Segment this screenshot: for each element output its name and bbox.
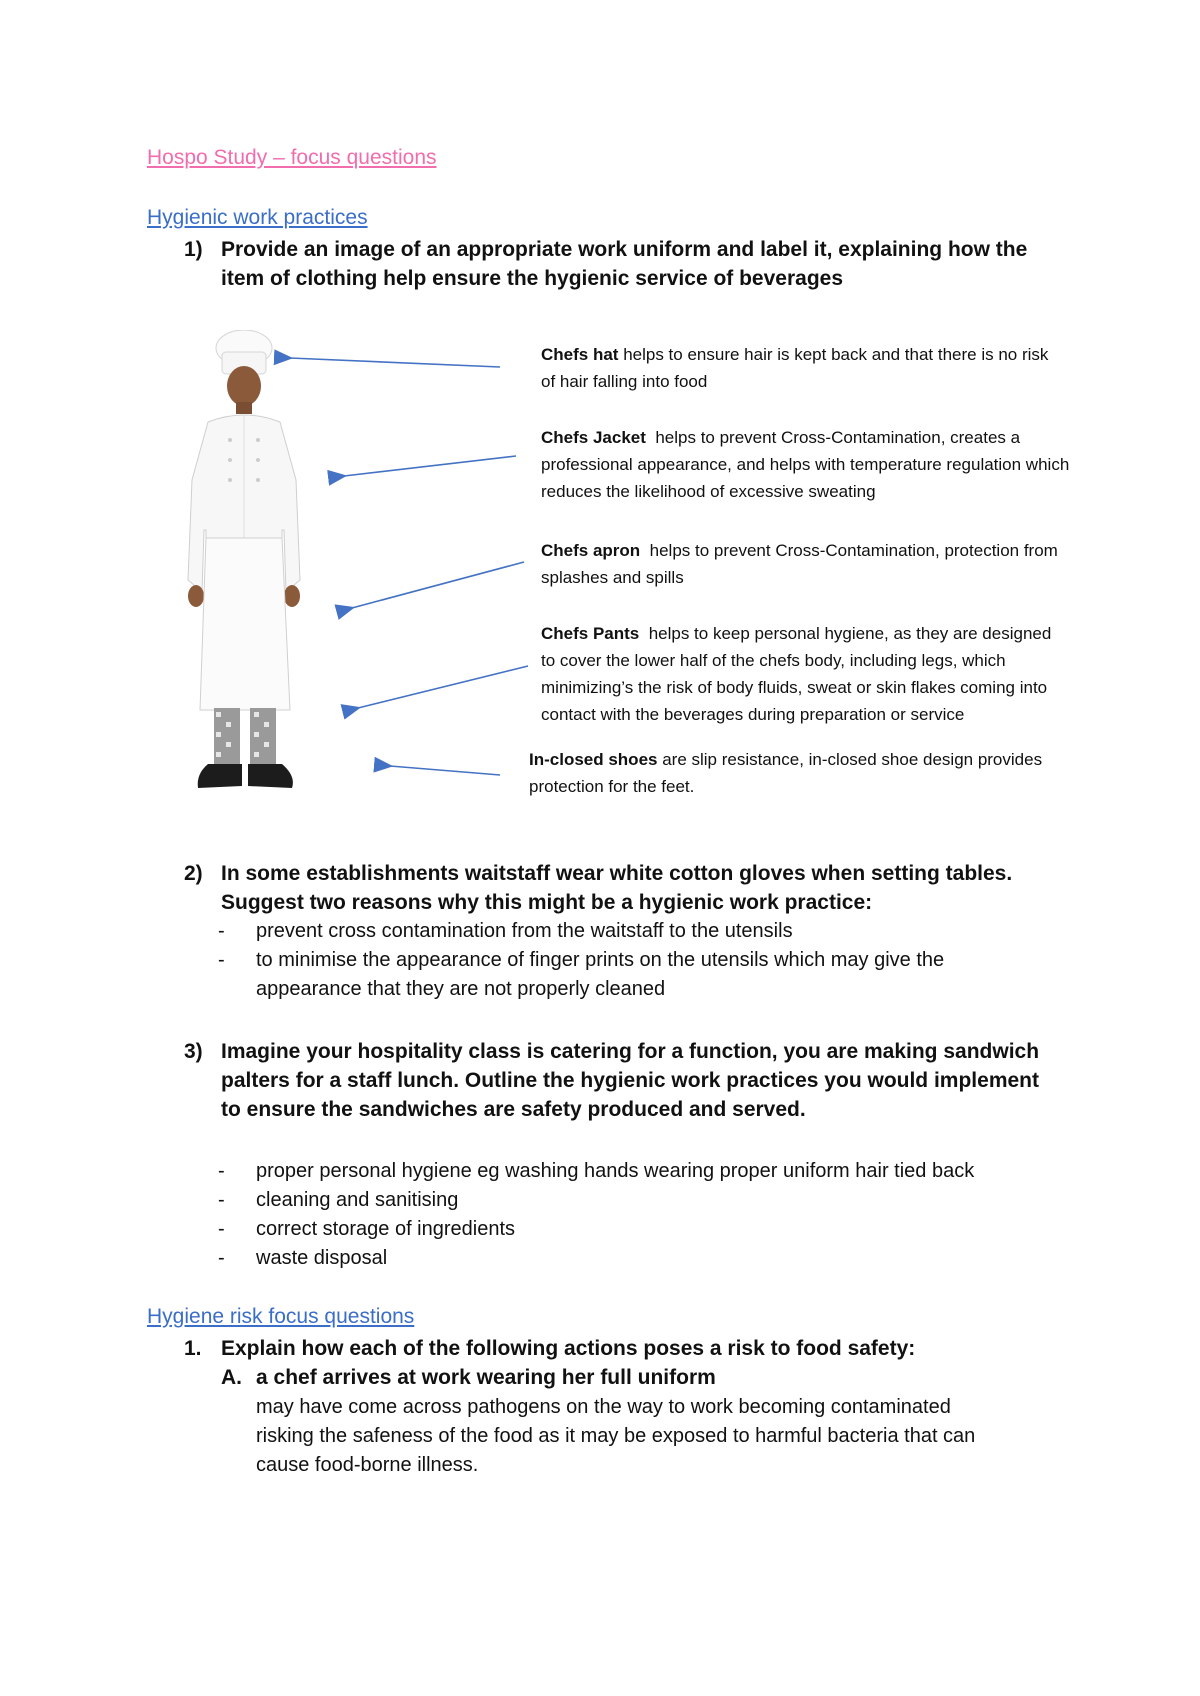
question-1-number: 1) (184, 238, 203, 261)
label-text: protection for the feet. (529, 777, 695, 796)
label-text: helps to prevent Cross-Contamination, creates a (645, 428, 1021, 447)
label-text: of hair falling into food (541, 372, 708, 391)
document-title: Hospo Study – focus questions (147, 146, 437, 169)
label-chefs-pants (541, 620, 1051, 728)
label-text: professional appearance, and helps with temperature regulation which (541, 455, 1070, 474)
label-text: splashes and spills (541, 568, 684, 587)
section-heading-hygiene-risk: Hygiene risk focus questions (147, 1305, 415, 1328)
question-3-number: 3) (184, 1040, 203, 1063)
question-2-line-2: Suggest two reasons why this might be a hygienic work practice: (221, 891, 873, 914)
label-chefs-jacket (541, 424, 1069, 505)
question-1-line-1: Provide an image of an appropriate work uniform and label it, explaining how the (221, 238, 1028, 261)
answer-item: prevent cross contamination from the waitstaff to the utensils (256, 920, 793, 942)
answer-item: proper personal hygiene eg washing hands wearing proper uniform hair tied back (256, 1160, 975, 1182)
label-term: Chefs apron (541, 541, 641, 560)
label-text: are slip resistance, in-closed shoe design provides (657, 750, 1043, 769)
answer-dash: - (218, 1247, 225, 1269)
question-3-line-2: palters for a staff lunch. Outline the hygienic work practices you would implement (221, 1069, 1039, 1092)
risk-subquestion-letter: A. (221, 1366, 242, 1389)
label-term: Chefs Jacket (541, 428, 646, 447)
label-text: helps to prevent Cross-Contamination, protection from (640, 541, 1058, 560)
answer-dash: - (218, 1160, 225, 1182)
question-2-number: 2) (184, 862, 203, 885)
risk-subquestion-text: a chef arrives at work wearing her full uniform (256, 1366, 716, 1389)
question-3-line-3: to ensure the sandwiches are safety produced and served. (221, 1098, 806, 1121)
risk-question-1-number: 1. (184, 1337, 202, 1360)
question-3-line-1: Imagine your hospitality class is catering for a function, you are making sandwich (221, 1040, 1040, 1063)
arrow-chefs-jacket (344, 456, 516, 476)
answer-dash: - (218, 920, 225, 942)
label-text: to cover the lower half of the chefs body, including legs, which (541, 651, 1006, 670)
label-text: reduces the likelihood of excessive sweating (541, 482, 876, 501)
label-text: contact with the beverages during preparation or service (541, 705, 965, 724)
risk-answer-line: risking the safeness of the food as it may be exposed to harmful bacteria that can (256, 1425, 976, 1447)
label-text: minimizing’s the risk of body fluids, sweat or skin flakes coming into (541, 678, 1048, 697)
risk-answer-line: cause food-borne illness. (256, 1454, 479, 1476)
question-2-line-1: In some establishments waitstaff wear white cotton gloves when setting tables. (221, 862, 1013, 885)
answer-dash: - (218, 1189, 225, 1211)
answer-item: correct storage of ingredients (256, 1218, 516, 1240)
label-term: Chefs hat (541, 345, 619, 364)
label-term: Chefs Pants (541, 624, 640, 643)
answer-item-continued: appearance that they are not properly cleaned (256, 978, 666, 1000)
answer-item: waste disposal (256, 1247, 388, 1269)
question-1-line-2: item of clothing help ensure the hygienic service of beverages (221, 267, 844, 290)
label-in-closed-shoes (529, 746, 1042, 800)
arrow-in-closed-shoes (390, 766, 500, 775)
risk-question-1-text: Explain how each of the following actions poses a risk to food safety: (221, 1337, 916, 1360)
risk-answer-line: may have come across pathogens on the way to work becoming contaminated (256, 1396, 951, 1418)
arrow-chefs-apron (352, 562, 524, 608)
label-text: helps to keep personal hygiene, as they are designed (639, 624, 1052, 643)
answer-dash: - (218, 949, 225, 971)
label-term: In-closed shoes (529, 750, 658, 769)
section-heading-hygienic-work-practices: Hygienic work practices (147, 206, 368, 229)
label-chefs-apron (541, 537, 1058, 591)
arrow-chefs-hat (290, 358, 500, 367)
label-text: helps to ensure hair is kept back and that there is no risk (618, 345, 1049, 364)
answer-item: cleaning and sanitising (256, 1189, 459, 1211)
label-chefs-hat (541, 341, 1048, 395)
arrow-chefs-pants (358, 666, 528, 708)
answer-dash: - (218, 1218, 225, 1240)
answer-item: to minimise the appearance of finger prints on the utensils which may give the (256, 949, 945, 971)
